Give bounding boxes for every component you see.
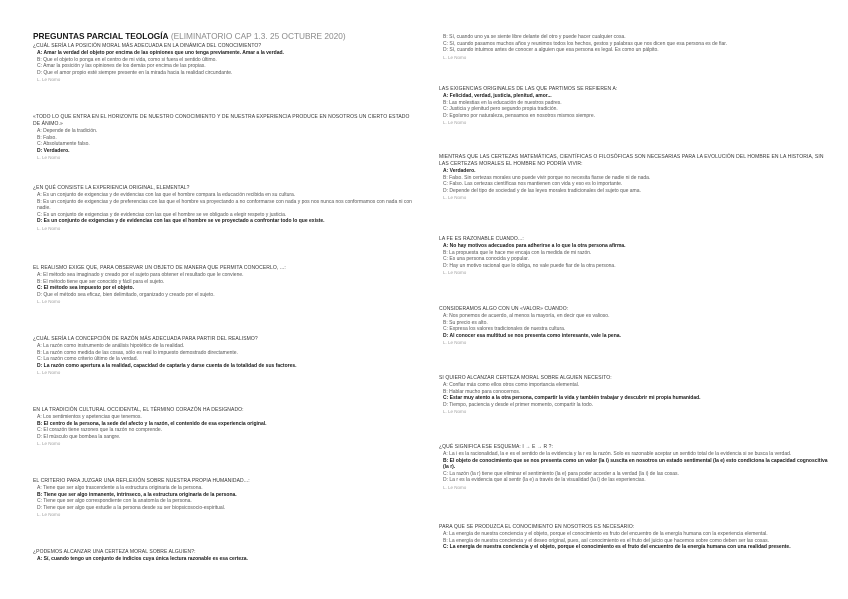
question-text: ¿CUÁL SERÍA LA CONCEPCIÓN DE RAZÓN MÁS ADECUADA PARA PARTIR DEL REALISMO? [33,336,258,342]
question-block [33,114,415,161]
answer-option: C: Absolutamente falso. [37,141,90,148]
answer-option: A: Es un conjunto de exigencias y de evidencias con las que el hombre compara la educación recibida en su cultura. [37,192,296,198]
correct-answer: D: La razón como apertura a la realidad, capacidad de captarla y darse cuenta de la totalidad de sus factores. [37,362,297,369]
question-text: «TODO LO QUE ENTRA EN EL HORIZONTE DE NUESTRO CONOCIMIENTO Y DE NUESTRA EXPERIENCIA PRODUCE EN NOSOTROS UN CIERTO ESTADO DE ÁNIMO.» [33,114,410,127]
title-main: PREGUNTAS PARCIAL TEOLOGÍA [33,31,169,41]
answer-option: C: La razón como criterio último de la verdad. [37,356,138,363]
answer-option: C: Justicia y plenitud pero segundo propia tradición. [443,106,558,113]
answer-option: B: La energía de nuestra conciencia y el deseo original, pues, así conocimiento es el fruto del juicio que hacemos sobre como deben ser las cosas. [443,537,770,544]
title-subtitle: (ELIMINATORIO CAP 1.3. 25 OCTUBRE 2020) [170,31,346,41]
answer-option: A: La energía de nuestra conciencia y el objeto, porque el conocimiento es fruto del encuentro de la energía humana con la experiencia elemental. [443,531,768,537]
question-text: SI QUIERO ALCANZAR CERTEZA MORAL SOBRE ALGUIEN NECESITO: [439,375,612,381]
answer-option: B: Las molestias en la educación de nuestros padres. [443,99,562,106]
source-note: L. Le Nomo [37,512,61,518]
answer-option: D: El músculo que bombea la sangre. [37,433,121,440]
answer-option: C: La razón (la r) tiene que eliminar el sentimiento (la e) para poder acceder a la verdad (la i) de las cosas. [443,470,679,477]
answer-option: C: Sí, cuando pasamos muchos años y reunimos todos los hechos, gestos y palabras que nos dicen que esa persona es de fiar. [443,40,728,47]
answer-option: B: Es un conjunto de exigencias y de preferencias con las que el hombre va proyectando a no conformarse con nada y pos nos nunca nos conformamos con nada ni con nadie. [37,198,412,212]
answer-option: D: Tiene que ser algo que estudie a la persona desde su ser biopsicosocio-espiritual. [37,504,226,511]
correct-answer: B: Tiene que ser algo inmanente, intrínseco, a la estructura originaria de la persona. [37,491,237,498]
correct-answer: A: Sí, cuando tengo un conjunto de indicios cuya única lectura razonable es esa certeza. [37,556,248,562]
answer-option: B: Que el objeto lo ponga en el centro de mi vida, como si fuera el sentido último. [37,56,217,63]
answer-option: C: Falso. Las certezas científicas nos mantienen con vida y eso es lo importante. [443,181,623,188]
answer-option: A: La i es la racionalidad, la e es el sentido de la evidencia y la r es la razón. Solo es razonable aceptar un sentido total de la evidencia si se busca la verdad. [443,451,792,457]
answer-option: B: La propuesta que le hace me encaja con la medida de mi razón. [443,249,592,256]
answer-option: A: Confiar más como ellos otros como importancia elemental. [443,382,580,388]
correct-answer: C: La energía de nuestra conciencia y el objeto, porque el conocimiento es el fruto del encuentro de la energía humana con una realidad presente. [443,544,791,551]
question-text: ¿PODEMOS ALCANZAR UNA CERTEZA MORAL SOBRE ALGUIEN?: [33,549,196,555]
question-block [439,34,831,61]
source-note: L. Le Nomo [443,195,467,201]
answer-option: B: La razón como medida de las cosas, sólo es real lo impuesto demostrado directamente. [37,349,238,356]
answer-option: A: El método sea imaginado y creado por el sujeto para obtener el resultado que le conviene. [37,272,244,278]
correct-answer: B: El centro de la persona, la sede del afecto y la razón, el contenido de esa experiencia original. [37,420,267,427]
answer-option: C: Amar la posición y las opiniones de los demás por encima de las propias. [37,63,206,70]
correct-answer: D: Al conocer esa multitud se nos presenta como interesante, vale la pena. [443,332,621,339]
question-block [439,524,831,551]
answer-option: C: Es un conjunto de exigencias y de evidencias con las que el hombre se ve obligado a elegir respeto y justicia. [37,211,287,218]
source-note: L. Le Nomo [37,441,61,447]
correct-answer: C: Estar muy atento a la otra persona, compartir la vida y también trabajar y descubrir mi propia humanidad. [443,395,701,402]
answer-option: D: Que el amor propio esté siempre presente en la mirada hacia la realidad circundante. [37,69,233,76]
question-text: ¿QUÉ SIGNIFICA ESE ESQUEMA: I → E → R ?: [439,444,554,450]
source-note: L. Le Nomo [443,270,467,276]
question-block [439,236,831,276]
question-text: ¿EN QUÉ CONSISTE LA EXPERIENCIA ORIGINAL, ELEMENTAL? [33,185,190,191]
correct-answer: A: Felicidad, verdad, justicia, plenitud, amor... [443,93,552,99]
answer-option: C: El corazón tiene razones que la razón no comprende. [37,427,163,434]
answer-option: C: Es una persona conocida y popular. [443,256,529,263]
question-text: LAS EXIGENCIAS ORIGINALES DE LAS QUE PARTIMOS SE REFIEREN A: [439,86,618,92]
source-note: L. Le Nomo [443,409,467,415]
document-title [33,31,346,41]
correct-answer: A: Verdadero. [443,168,476,174]
answer-option: D: Tiempo, paciencia y desde el primer momento, compartir la todo. [443,401,594,408]
correct-answer: B: El objeto de conocimiento que se nos presenta como un valor (la i) suscita en nosotros un estado sentimental (la e) esto condiciona la capacidad cognoscitiva (la r). [443,457,828,471]
answer-option: B: Falso. [37,134,57,141]
question-block [439,306,831,346]
answer-option: D: Hay un motivo racional que lo obliga, no vale puede fiar de la otra persona. [443,262,616,269]
question-block [439,375,831,415]
question-block [439,86,831,126]
question-text: CONSIDERAMOS ALGO CON UN «VALOR» CUANDO: [439,306,569,312]
question-block [33,336,415,376]
answer-option: A: Los sentimientos y apetencias que tenemos. [37,414,142,420]
correct-answer: C: El método sea impuesto por el objeto. [37,285,134,292]
answer-option: B: Su precio es alto. [443,319,488,326]
question-block [439,154,831,201]
answer-option: B: El método tiene que ser conocido y fácil para el sujeto. [37,278,165,285]
question-text: EL REALISMO EXIGE QUE, PARA OBSERVAR UN OBJETO DE MANERA QUE PERMITA CONOCERLO, ...: [33,265,286,271]
source-note: L. Le Nomo [37,77,61,83]
source-note: L. Le Nomo [37,225,61,231]
question-block [33,549,415,563]
correct-answer: D: Es un conjunto de exigencias y de evidencias con las que el hombre se ve proyectado a confrontar todo lo que existe. [37,218,325,225]
answer-option: C: Tiene que ser algo correspondiente con la anatomía de la persona. [37,498,192,505]
answer-option: B: Falso. Sin certezas morales uno puede vivir porque no necesita fiarse de nadie ni de nada. [443,174,651,181]
answer-option: D: Egoísmo por naturaleza, pensamos en nosotros mismos siempre. [443,112,596,119]
question-text: MIENTRAS QUE LAS CERTEZAS MATEMÁTICAS, CIENTÍFICAS O FILOSÓFICAS SON NECESARIAS PARA LA EVOLUCIÓN DEL HOMBRE EN LA HISTORIA, SIN LAS CERTEZAS MORALES EL HOMBRE NO PODRÍA VIVIR: [439,154,824,167]
question-block [33,407,415,447]
answer-option: D: Depende del tipo de sociedad y de las leyes morales tradicionales del sujeto que ama. [443,187,641,194]
source-note: L. Le Nomo [443,120,467,126]
answer-option: B: Sí, cuando uno ya se siente libre delante del otro y puede hacer cualquier cosa. [443,34,626,40]
question-text: PARA QUE SE PRODUZCA EL CONOCIMIENTO EN NOSOTROS ES NECESARIO: [439,524,635,530]
source-note: L. Le Nomo [443,54,467,60]
question-block [33,43,415,83]
question-text: ¿CUÁL SERÍA LA POSICIÓN MORAL MÁS ADECUADA EN LA DINÁMICA DEL CONOCIMIENTO? [33,43,262,49]
source-note: L. Le Nomo [37,299,61,305]
answer-option: C: Expresa los valores tradicionales de nuestra cultura. [443,326,566,333]
correct-answer: A: Amar la verdad del objeto por encima de las opiniones que uno tenga previamente. Amar a la verdad. [37,50,284,56]
question-block [33,265,415,305]
question-block [33,478,415,518]
answer-option: D: La r es la evidencia que al sentir (la e) a través de la visualidad (la i) de las experiencias. [443,477,646,484]
question-text: LA FE ES RAZONABLE CUANDO...: [439,236,524,242]
answer-option: D: Sí, cuando intuimos antes de conocer a alguien que esa persona es legal. Es como un pálpito. [443,47,659,54]
answer-option: A: La razón como instrumento de análisis hipotético de la realidad. [37,343,185,349]
source-note: L. Le Nomo [443,484,467,490]
answer-option: B: Hablar mucho para conocernos. [443,388,521,395]
source-note: L. Le Nomo [443,340,467,346]
source-note: L. Le Nomo [37,155,61,161]
answer-option: A: Depende de la tradición. [37,128,98,134]
question-text: EL CRITERIO PARA JUZGAR UNA REFLEXIÓN SOBRE NUESTRA PROPIA HUMANIDAD...: [33,478,250,484]
answer-option: A: Nos ponemos de acuerdo, al menos la mayoría, en decir que es valioso. [443,313,610,319]
correct-answer: D: Verdadero. [37,147,70,154]
question-block [439,444,831,491]
question-block [33,185,415,232]
correct-answer: A: No hay motivos adecuados para adherirse a lo que la otra persona afirma. [443,243,626,249]
answer-option: A: Tiene que ser algo trascendente a la estructura originaria de la persona. [37,485,203,491]
question-text: EN LA TRADICIÓN CULTURAL OCCIDENTAL, EL TÉRMINO CORAZÓN HA DESIGNADO: [33,407,244,413]
source-note: L. Le Nomo [37,370,61,376]
answer-option: D: Que el método sea eficaz, bien delimitado, organizado y creado por el sujeto. [37,291,215,298]
